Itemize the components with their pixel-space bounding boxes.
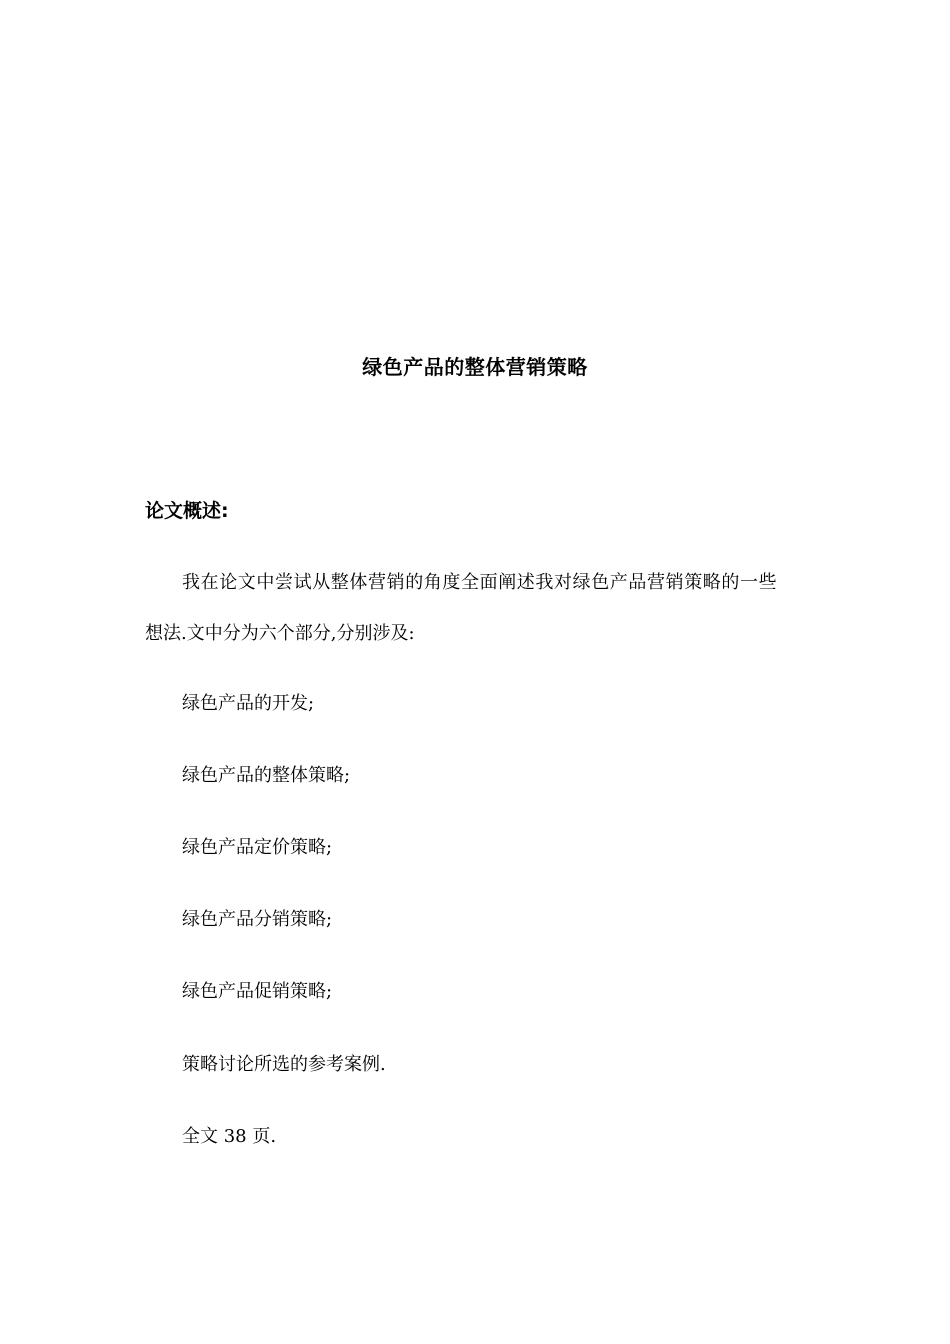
document-title: 绿色产品的整体营销策略 <box>362 355 588 379</box>
intro-paragraph-line-1: 我在论文中尝试从整体营销的角度全面阐述我对绿色产品营销策略的一些 <box>182 572 778 593</box>
list-item: 策略讨论所选的参考案例. <box>182 1054 386 1075</box>
list-item: 绿色产品的开发; <box>182 693 315 714</box>
list-item: 绿色产品促销策略; <box>182 981 333 1002</box>
intro-paragraph-line-2: 想法.文中分为六个部分,分别涉及: <box>145 623 415 644</box>
section-heading: 论文概述: <box>145 500 229 522</box>
list-item: 绿色产品定价策略; <box>182 837 333 858</box>
page-count-note: 全文 38 页. <box>182 1126 277 1147</box>
list-item: 绿色产品的整体策略; <box>182 765 351 786</box>
list-item: 绿色产品分销策略; <box>182 909 333 930</box>
